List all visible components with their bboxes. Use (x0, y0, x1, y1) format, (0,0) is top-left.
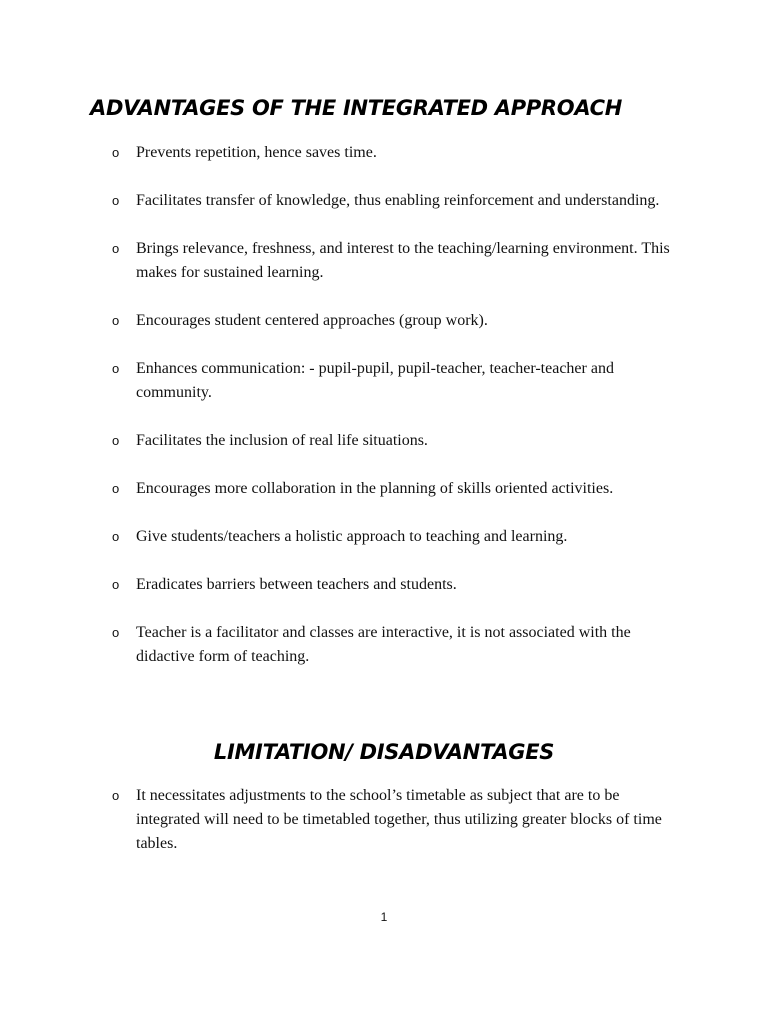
advantage-item-7 (112, 477, 682, 501)
advantages-list (112, 141, 682, 669)
advantage-item-10 (112, 621, 682, 669)
advantages-heading: ADVANTAGES OF THE INTEGRATED APPROACH (90, 96, 623, 120)
advantage-item-9 (112, 573, 682, 597)
advantage-text-2: Facilitates transfer of knowledge, thus enabling reinforcement and understanding. (136, 192, 660, 209)
advantage-item-1 (112, 141, 682, 165)
advantage-text-3: Brings relevance, freshness, and interest to the teaching/learning environment. This makes for sustained learning. (136, 240, 670, 281)
advantage-item-6 (112, 429, 682, 453)
bullet-icon: o (112, 577, 120, 592)
bullet-icon: o (112, 241, 120, 256)
advantage-item-3 (112, 237, 682, 285)
page-number: 1 (380, 910, 388, 924)
bullet-icon: o (112, 145, 120, 160)
advantage-text-1: Prevents repetition, hence saves time. (136, 144, 377, 161)
bullet-icon: o (112, 361, 120, 376)
advantage-text-4: Encourages student centered approaches (group work). (136, 312, 488, 329)
limitations-heading: LIMITATION/ DISADVANTAGES (213, 740, 555, 764)
advantage-item-5 (112, 357, 682, 405)
bullet-icon: o (112, 481, 120, 496)
advantage-text-10: Teacher is a facilitator and classes are interactive, it is not associated with the didactive form of teaching. (136, 624, 631, 665)
bullet-icon: o (112, 788, 120, 803)
limitation-text-1: It necessitates adjustments to the school’s timetable as subject that are to be integrated will need to be timetabled together, thus utilizing greater blocks of time tables. (136, 787, 662, 852)
bullet-icon: o (112, 193, 120, 208)
advantage-text-7: Encourages more collaboration in the planning of skills oriented activities. (136, 480, 614, 497)
limitations-list (112, 784, 682, 880)
advantage-item-8 (112, 525, 682, 549)
bullet-icon: o (112, 313, 120, 328)
bullet-icon: o (112, 529, 120, 544)
bullet-icon: o (112, 433, 120, 448)
bullet-icon: o (112, 625, 120, 640)
advantage-item-4 (112, 309, 682, 333)
advantage-text-9: Eradicates barriers between teachers and students. (136, 576, 457, 593)
advantage-text-5: Enhances communication: - pupil-pupil, pupil-teacher, teacher-teacher and community. (136, 360, 614, 401)
limitation-item-1 (112, 784, 682, 856)
advantage-text-6: Facilitates the inclusion of real life situations. (136, 432, 428, 449)
advantage-item-2 (112, 189, 682, 213)
advantage-text-8: Give students/teachers a holistic approach to teaching and learning. (136, 528, 568, 545)
